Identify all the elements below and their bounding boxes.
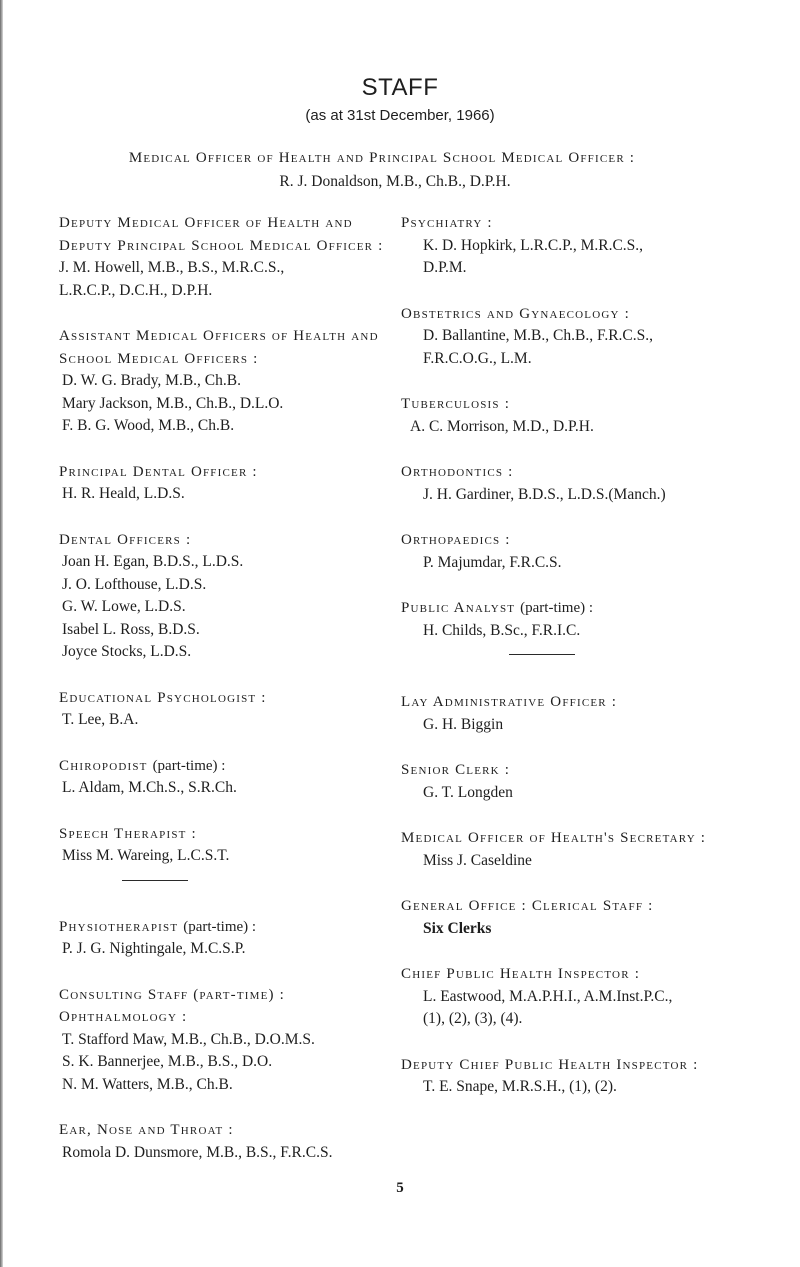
section-subheading: Ophthalmology : xyxy=(59,1009,188,1025)
section-heading: General Office : Clerical Staff : xyxy=(401,898,654,914)
section-divider xyxy=(122,880,188,881)
staff-entry: D. Ballantine, M.B., Ch.B., F.R.C.S., xyxy=(423,327,653,344)
staff-entry: Miss M. Wareing, L.C.S.T. xyxy=(62,847,230,864)
staff-entry: Isabel L. Ross, B.D.S. xyxy=(62,620,200,638)
public-analyst-section xyxy=(401,597,797,642)
right-column xyxy=(401,212,797,1122)
orthodontics-section xyxy=(401,461,797,506)
section-heading: Educational Psychologist : xyxy=(59,689,267,706)
staff-entry: J. M. Howell, M.B., B.S., M.R.C.S., xyxy=(59,259,285,276)
section-divider xyxy=(509,654,575,655)
left-column xyxy=(59,212,455,1187)
section-heading: Medical Officer of Health's Secretary : xyxy=(401,830,707,846)
section-heading: Orthodontics : xyxy=(401,464,514,480)
obstetrics-section xyxy=(401,303,797,371)
section-heading: Psychiatry : xyxy=(401,215,493,231)
page-number: 5 xyxy=(396,1180,404,1196)
section-heading: Deputy Principal School Medical Officer : xyxy=(59,237,384,254)
heading-qualifier: (part-time) : xyxy=(152,757,226,774)
section-heading: Obstetrics and Gynaecology : xyxy=(401,305,630,322)
section-heading: Principal Dental Officer : xyxy=(59,463,258,480)
principal-dental-section xyxy=(59,461,455,506)
staff-entry: H. Childs, B.Sc., F.R.I.C. xyxy=(423,621,581,639)
physiotherapist-section xyxy=(59,916,455,961)
staff-entry: Six Clerks xyxy=(423,919,492,937)
section-heading: Chief Public Health Inspector : xyxy=(401,966,641,982)
section-heading: Deputy Medical Officer of Health and xyxy=(59,215,353,231)
staff-entry: S. K. Bannerjee, M.B., B.S., D.O. xyxy=(62,1053,273,1070)
staff-entry: P. J. G. Nightingale, M.C.S.P. xyxy=(62,940,246,957)
heading-text: Chiropodist xyxy=(59,757,148,774)
heading-qualifier: (part-time) : xyxy=(183,918,257,935)
secretary-section xyxy=(401,827,797,872)
staff-entry: Joyce Stocks, L.D.S. xyxy=(62,643,192,660)
section-heading: Tuberculosis : xyxy=(401,396,511,412)
deputy-phi-section xyxy=(401,1054,797,1099)
staff-entry: T. Stafford Maw, M.B., Ch.B., D.O.M.S. xyxy=(62,1030,315,1048)
page-title: STAFF xyxy=(361,74,439,101)
section-heading: Senior Clerk : xyxy=(401,762,511,778)
psychiatry-section xyxy=(401,212,797,280)
tuberculosis-section xyxy=(401,393,797,438)
consulting-staff-section xyxy=(59,984,455,1097)
heading-text: Physiotherapist xyxy=(59,918,179,935)
general-office-section xyxy=(401,895,797,940)
section-heading: School Medical Officers : xyxy=(59,350,259,367)
page-subtitle: (as at 31st December, 1966) xyxy=(305,107,495,124)
staff-entry: F. B. G. Wood, M.B., Ch.B. xyxy=(62,417,235,434)
lay-admin-section xyxy=(401,691,797,736)
section-heading: Assistant Medical Officers of Health and xyxy=(59,328,379,344)
moh-name: R. J. Donaldson, M.B., Ch.B., D.P.H. xyxy=(279,173,511,190)
staff-entry: T. E. Snape, M.R.S.H., (1), (2). xyxy=(423,1078,617,1095)
section-heading xyxy=(401,597,797,620)
staff-entry: Romola D. Dunsmore, M.B., B.S., F.R.C.S. xyxy=(62,1143,333,1161)
staff-entry: Miss J. Caseldine xyxy=(423,851,532,869)
heading-text: Public Analyst xyxy=(401,600,516,616)
staff-entry: (1), (2), (3), (4). xyxy=(423,1010,523,1027)
staff-entry: D.P.M. xyxy=(423,259,467,276)
staff-entry: D. W. G. Brady, M.B., Ch.B. xyxy=(62,372,241,389)
section-heading: Dental Officers : xyxy=(59,531,192,548)
staff-entry: N. M. Watters, M.B., Ch.B. xyxy=(62,1075,233,1093)
staff-entry: J. O. Lofthouse, L.D.S. xyxy=(62,575,207,593)
deputy-moh-section xyxy=(59,212,455,302)
section-heading: Deputy Chief Public Health Inspector : xyxy=(401,1056,699,1073)
section-heading: Lay Administrative Officer : xyxy=(401,694,618,710)
heading-qualifier: (part-time) : xyxy=(520,600,594,616)
staff-entry: H. R. Heald, L.D.S. xyxy=(62,485,185,502)
staff-entry: L. Aldam, M.Ch.S., S.R.Ch. xyxy=(62,779,237,796)
section-heading: Consulting Staff (part-time) : xyxy=(59,986,286,1003)
ent-section xyxy=(59,1119,455,1164)
staff-entry: Mary Jackson, M.B., Ch.B., D.L.O. xyxy=(62,394,284,412)
staff-entry: J. H. Gardiner, B.D.S., L.D.S.(Manch.) xyxy=(423,485,666,503)
assistant-moh-section xyxy=(59,325,455,438)
chief-phi-section xyxy=(401,963,797,1031)
senior-clerk-section xyxy=(401,759,797,804)
speech-therapist-section xyxy=(59,823,455,868)
staff-entry: F.R.C.O.G., L.M. xyxy=(423,349,532,367)
section-heading xyxy=(59,755,455,778)
dental-officers-section xyxy=(59,529,455,664)
section-heading xyxy=(59,916,455,939)
staff-entry: G. W. Lowe, L.D.S. xyxy=(62,598,186,615)
staff-entry: K. D. Hopkirk, L.R.C.P., M.R.C.S., xyxy=(423,236,644,254)
staff-entry: L. Eastwood, M.A.P.H.I., A.M.Inst.P.C., xyxy=(423,987,673,1005)
staff-entry: L.R.C.P., D.C.H., D.P.H. xyxy=(59,281,213,299)
staff-entry: G. H. Biggin xyxy=(423,715,504,733)
chiropodist-section xyxy=(59,755,455,800)
staff-entry: A. C. Morrison, M.D., D.P.H. xyxy=(410,417,594,435)
section-heading: Ear, Nose and Throat : xyxy=(59,1122,234,1138)
orthopaedics-section xyxy=(401,529,797,574)
staff-entry: Joan H. Egan, B.D.S., L.D.S. xyxy=(62,553,244,570)
staff-entry: G. T. Longden xyxy=(423,783,513,801)
section-heading: Orthopaedics : xyxy=(401,532,511,548)
staff-entry: T. Lee, B.A. xyxy=(62,711,139,728)
section-heading: Speech Therapist : xyxy=(59,825,197,842)
psychologist-section xyxy=(59,687,455,732)
moh-heading: Medical Officer of Health and Principal School Medical Officer : xyxy=(128,150,636,166)
staff-entry: P. Majumdar, F.R.C.S. xyxy=(423,553,562,571)
